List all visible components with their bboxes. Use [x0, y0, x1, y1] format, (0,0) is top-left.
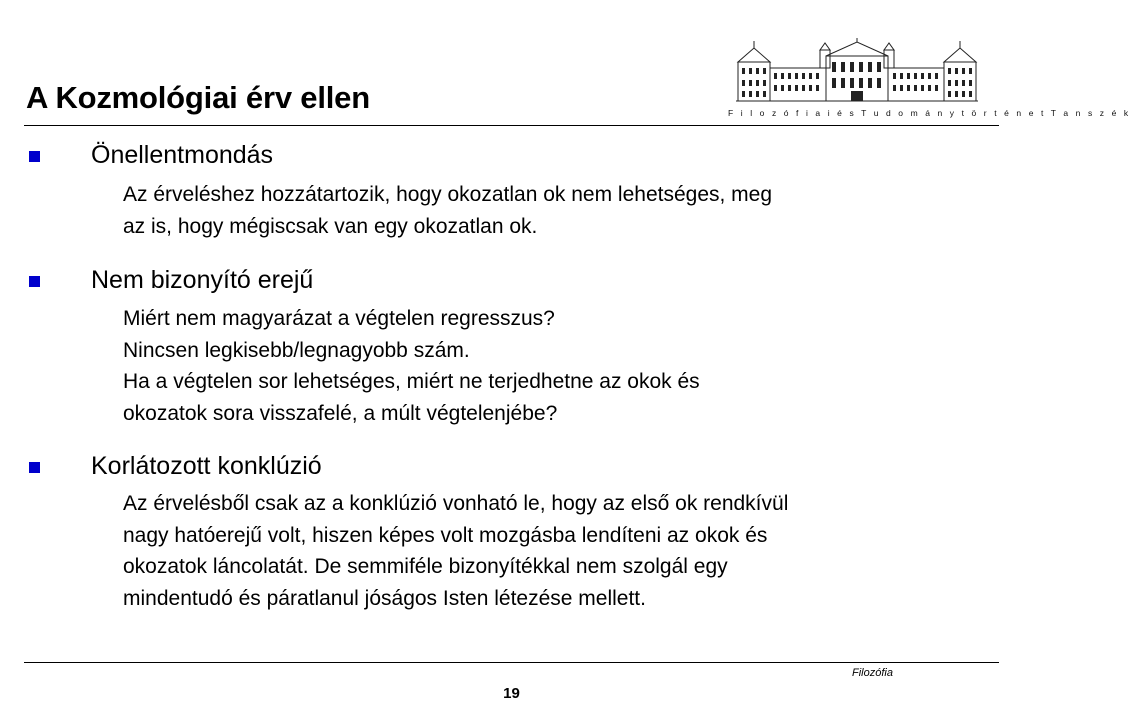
body-line: Ha a végtelen sor lehetséges, miért ne terjedhetne az okok és [123, 370, 700, 393]
footer-label: Filozófia [852, 667, 893, 679]
square-bullet-icon [29, 276, 40, 287]
square-bullet-icon [29, 151, 40, 162]
section-heading: Önellentmondás [91, 141, 274, 169]
footer-divider [24, 662, 999, 663]
section-body [123, 303, 973, 429]
body-line: az is, hogy mégiscsak van egy okozatlan ok. [123, 214, 538, 238]
department-logo [728, 38, 1131, 125]
body-line: Nincsen legkisebb/legnagyobb szám. [123, 338, 470, 362]
body-line: Az érveléshez hozzátartozik, hogy okozatlan ok nem lehetséges, meg [123, 183, 773, 206]
section-heading: Korlátozott konklúzió [91, 452, 322, 480]
body-line: okozatok sora visszafelé, a múlt végtelenjébe? [123, 401, 558, 425]
section-self-contradiction [0, 141, 1023, 238]
slide-title: A Kozmológiai érv ellen [26, 80, 370, 115]
body-line: okozatok láncolatát. De semmiféle bizonyítékkal nem szolgál egy [123, 555, 728, 578]
body-line: nagy hatóerejű volt, hiszen képes volt mozgásba lendíteni az okok és [123, 523, 768, 547]
square-bullet-icon [29, 462, 40, 473]
section-not-conclusive [0, 266, 1023, 425]
body-line: mindentudó és páratlanul jóságos Isten létezése mellett. [123, 586, 646, 610]
section-body [123, 488, 973, 614]
department-name: F i l o z ó f i a i é s T u d o m á n y t ö r t é n e t T a n s z é k [728, 108, 1131, 118]
page-number: 19 [503, 685, 520, 702]
section-limited-conclusion [0, 452, 1023, 610]
body-line: Miért nem magyarázat a végtelen regresszus? [123, 307, 555, 330]
university-building-icon [736, 38, 978, 104]
section-heading: Nem bizonyító erejű [91, 266, 314, 294]
title-divider [24, 125, 999, 126]
section-body [123, 179, 973, 242]
body-line: Az érvelésből csak az a konklúzió vonható le, hogy az első ok rendkívül [123, 492, 789, 515]
